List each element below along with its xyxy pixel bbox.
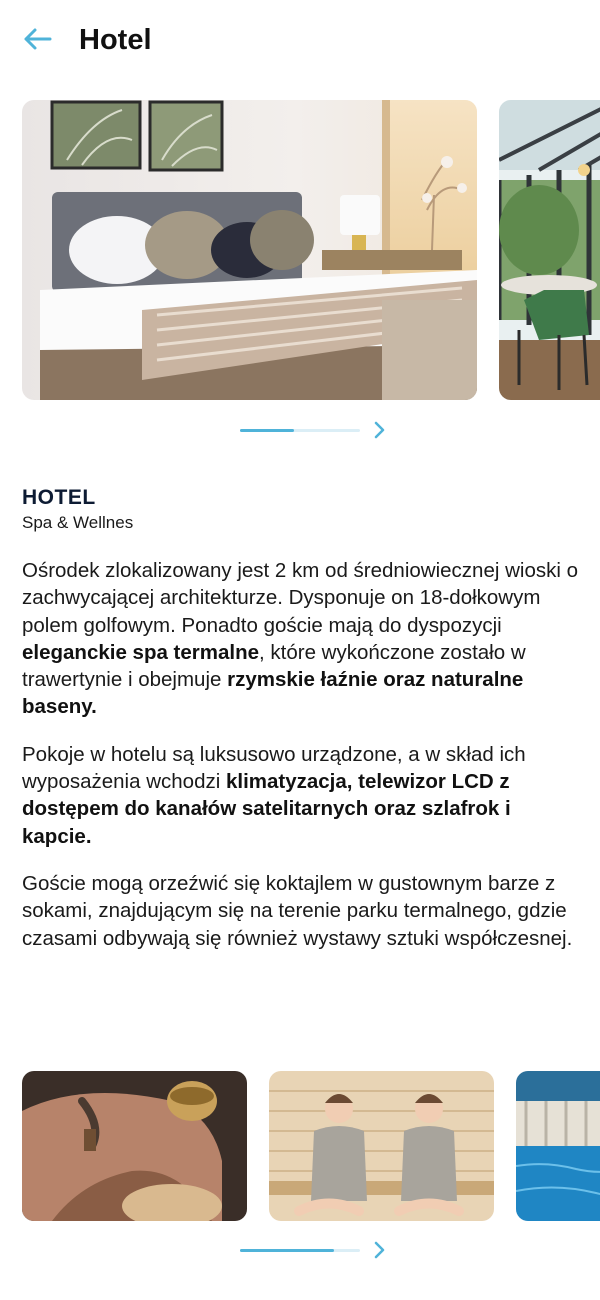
p2-run-1: klimatyzacja, telewizor LCD z dostępem do kanałów satelitarnych oraz szlafrok i kapcie. [22,770,511,848]
bottom-carousel-progress-track [240,1249,360,1252]
p1-run-3: rzymskie łaźnie oraz naturalne baseny. [22,668,524,719]
chevron-right-icon [373,1240,387,1260]
page-title: Hotel [79,24,152,56]
top-image-carousel[interactable] [0,100,600,400]
restaurant-conservatory-photo[interactable] [499,100,600,400]
bottom-carousel-progress-fill [240,1249,334,1252]
bottom-carousel-pager [240,1240,400,1260]
section-subtitle: Spa & Wellnes [22,513,134,532]
top-carousel-pager [240,420,400,440]
p2-run-0: Pokoje w hotelu są luksusowo urządzone, a w skład ich wyposażenia wchodzi [22,742,526,794]
p1-run-0: Ośrodek zlokalizowany jest 2 km od średniowiecznej wioski o zachwycającej architekturze. Dysponuje on 18-dołkowym polem golfowym. Ponadto goście mają do dyspozycji [22,559,579,637]
bottom-image-carousel[interactable] [0,1071,600,1221]
description [22,557,578,972]
section-title: HOTEL [22,486,96,509]
description-paragraph-3 [22,870,578,952]
p3-run-0: Goście mogą orzeźwić się koktajlem w gustownym barze z sokami, znajdującym się na terenie parku termalnego, gdzie czasami odbywają się również wystawy sztuki współczesnej. [22,871,573,950]
indoor-pool-photo[interactable] [516,1071,600,1221]
description-paragraph-2 [22,741,578,850]
description-paragraph-1 [22,557,578,721]
chevron-right-icon [373,420,387,440]
top-carousel-progress-track [240,429,360,432]
p1-run-1: eleganckie spa termalne [22,640,260,664]
header [0,0,600,80]
back-button[interactable] [20,22,54,56]
top-carousel-progress-fill [240,429,294,432]
bottom-carousel-next-button[interactable] [368,1238,392,1262]
top-carousel-next-button[interactable] [368,418,392,442]
hotel-bedroom-photo[interactable] [22,100,477,400]
sauna-photo[interactable] [269,1071,494,1221]
p1-run-2: , które wykończone zostało w trawertynie i obejmuje [22,640,526,692]
arrow-left-icon [22,27,52,51]
massage-photo[interactable] [22,1071,247,1221]
